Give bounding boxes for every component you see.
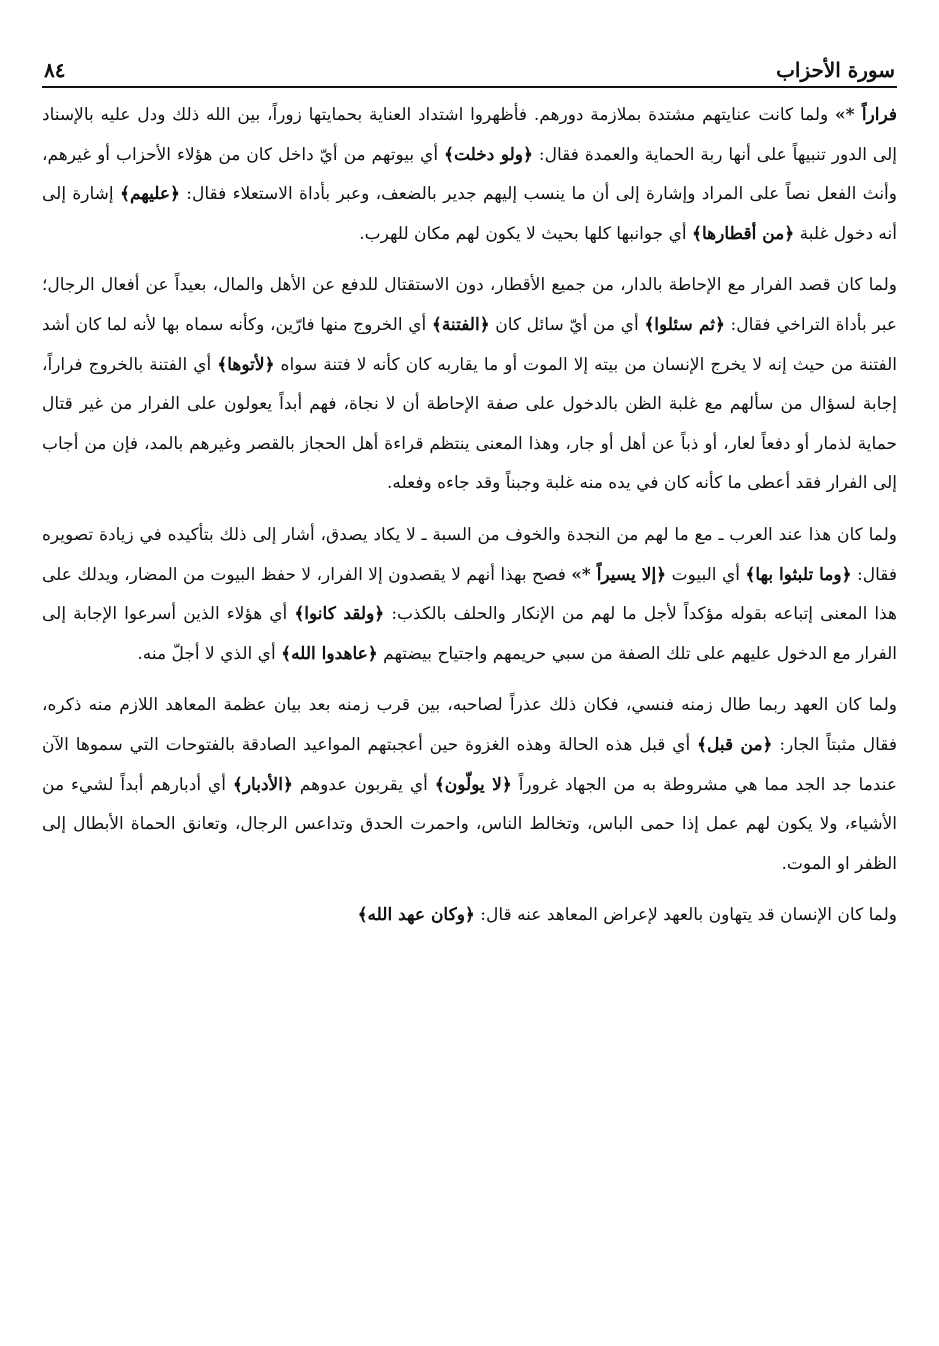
quran-quote: ﴿ولو دخلت﴾ xyxy=(444,144,533,165)
quran-quote: ﴿وكان عهد الله﴾ xyxy=(357,905,475,926)
commentary-text: أي هؤلاء الذين أسرعوا الإجابة إلى الفرار مع الدخول عليهم على تلك الصفة من سبي حريمهم واجتياح بيضتهم xyxy=(42,604,897,664)
commentary-text: أي أدبارهم أبداً لشيء من الأشياء، ولا يكون لهم عمل إذا حمى الباس، وتخالط الناس، واحمرت الحدق وتداعس الرجال، وتعانق الحماة الأبطال إلى الظفر او الموت. xyxy=(42,774,897,874)
commentary-text: أي قبل هذه الحالة وهذه الغزوة حين أعجبتهم المواعيد الصادقة بالفتوحات التي سموها الآن عندما جد الجد مما هي مشروطة به من الجهاد غروراً xyxy=(42,734,897,795)
quran-quote: ﴿الفتنة﴾ xyxy=(431,314,490,335)
quran-quote: ﴿ثم سئلوا﴾ xyxy=(644,314,725,335)
commentary-text: ولما كان قصد الفرار مع الإحاطة بالدار، من جميع الأقطار، دون الاستقتال للدفع عن الأهل والمال، بعيداً عن أفعال الرجال؛ عبر بأداة التراخي فقال: xyxy=(42,275,897,335)
page-header xyxy=(42,38,897,88)
paragraph xyxy=(42,896,897,936)
quran-quote: ﴿لأتوها﴾ xyxy=(217,354,275,375)
commentary-text: فصح بهذا أنهم لا يقصدون إلا الفرار، لا حفظ البيوت من المضار، ويدلك على هذا المعنى إتباعه بقوله مؤكداً لأجل ما لهم من الإنكار والحلف بالكذب: xyxy=(42,564,897,625)
quran-quote: فراراً *» xyxy=(835,105,897,125)
commentary-text: أي من أيّ سائل كان xyxy=(489,314,645,335)
paragraph xyxy=(42,266,897,504)
commentary-text: أي جوانبها كلها بحيث لا يكون لهم مكان للهرب. xyxy=(359,223,693,244)
paragraph xyxy=(42,686,897,884)
commentary-text: أي الفتنة بالخروج فراراً، إجابة لسؤال من سألهم مع غلبة الظن بالدخول على صفة الإحاطة أن لا نجاة، فهم أبداً يعولون على الفرار من غير قتال حماية لذمار أو دفعاً لعار، أو ذباً عن أهل أو جار، وهذا المعنى ينتظم قراءة أهل الحجاز بالقصر وغيرهم بالمد، فإن من أجاب إلى الفرار فقد أعطى ما كأنه كان في يده منه غلبة وجبناً وقد جاءه وفعله. xyxy=(42,354,897,494)
commentary-text: أي البيوت xyxy=(666,564,746,585)
surah-title: سورة الأحزاب xyxy=(776,58,895,82)
commentary-text: أي الخروج منها فارّين، وكأنه سماه بها لأنه لما كان أشد الفتنة من حيث إنه لا يخرج الإنسان من بيته إلا الموت أو ما يقاربه كان كأنه لا فتنة سواه xyxy=(42,314,897,375)
commentary-text: أي بيوتهم من أيّ داخل كان من هؤلاء الأحزاب أو غيرهم، وأنث الفعل نصاً على المراد وإشارة إلى أن ما ينسب إليهم جدير بالضعف، وعبر بأداة الاستعلاء فقال: xyxy=(42,144,897,205)
quran-quote: ﴿عاهدوا الله﴾ xyxy=(281,643,378,664)
quran-quote: ﴿لا يولّون﴾ xyxy=(434,774,512,795)
commentary-text: أي يقربون عدوهم xyxy=(292,774,435,795)
quran-quote: ﴿الأدبار﴾ xyxy=(232,774,293,795)
quran-quote: ﴿من أقطارها﴾ xyxy=(692,223,795,244)
paragraph xyxy=(42,96,897,254)
quran-quote: ﴿من قبل﴾ xyxy=(697,734,773,755)
commentary-text: ولما كان العهد ربما طال زمنه فنسي، فكان ذلك عذراً لصاحبه، بين قرب زمنه بعد بيان عظمة المعاهد اللازم منه ذكره، فقال مثبتاً الجار: xyxy=(42,695,897,755)
quran-quote: ﴿عليهم﴾ xyxy=(119,184,180,205)
commentary-text: أي الذي لا أجلّ منه. xyxy=(137,643,282,664)
commentary-text: إشارة إلى أنه دخول غلبة xyxy=(42,184,897,244)
quran-quote: ﴿وما تلبثوا بها﴾ xyxy=(745,564,852,585)
paragraph xyxy=(42,516,897,674)
quran-quote: ﴿ولقد كانوا﴾ xyxy=(294,604,385,625)
commentary-text: ولما كانت عنايتهم مشتدة بملازمة دورهم. فأظهروا اشتداد العناية بحمايتها زوراً، بين الله ذلك ودل عليه بالإسناد إلى الدور تنبيهاً على أنها ربة الحماية والعمدة فقال: xyxy=(42,105,897,165)
quran-quote: ﴿إلا يسيراً *» xyxy=(571,564,667,585)
book-page xyxy=(42,38,897,1328)
page-number: ٨٤ xyxy=(44,58,66,82)
page-body xyxy=(42,96,897,936)
commentary-text: ولما كان هذا عند العرب ـ مع ما لهم من النجدة والخوف من السبة ـ لا يكاد يصدق، أشار إلى ذلك بتأكيده في زيادة تصويره فقال: xyxy=(42,524,897,585)
commentary-text: ولما كان الإنسان قد يتهاون بالعهد لإعراض المعاهد عنه قال: xyxy=(474,905,897,926)
